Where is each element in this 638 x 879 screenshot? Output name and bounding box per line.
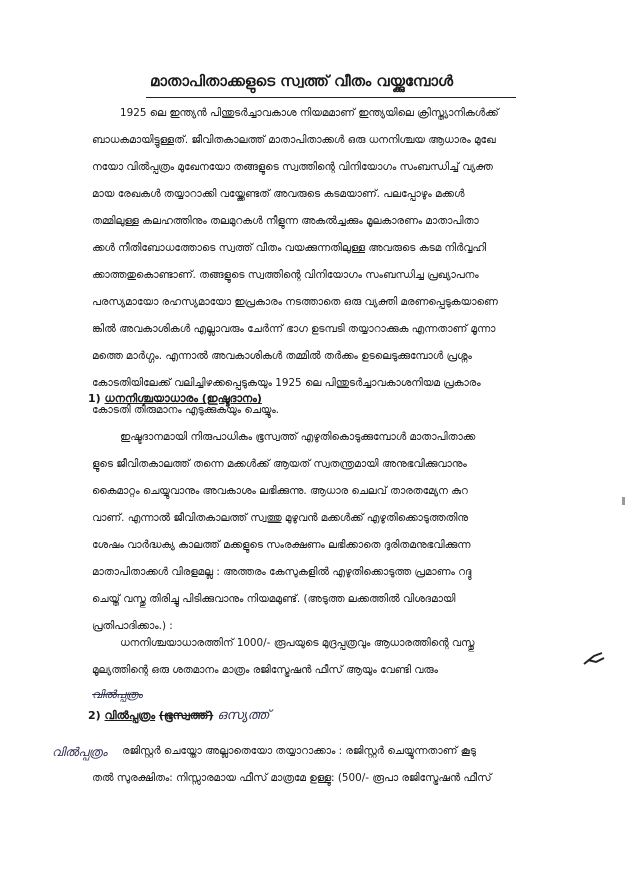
intro-line: 1925 ലെ ഇന്ത്യൻ പിന്തുടർച്ചാവകാശ നിയമമാണ് ഇന്ത്യയിലെ ക്രിസ്ത്യാനികൾക്ക് (120, 107, 499, 119)
section2-title: വിൽപ്പത്രം (104, 709, 156, 722)
section2-struck-text: (ഭൂസ്വത്ത്) (158, 709, 214, 722)
section1-line: ളുടെ ജീവിതകാലത്ത് തന്നെ മക്കൾക്ക് ആയത് സ്വതന്ത്രമായി അനുഭവിക്കുവാനും (92, 458, 467, 470)
section1-line: വാണ്. എന്നാൽ ജീവിതകാലത്ത് സ്വത്തു മുഴുവൻ മക്കൾക്ക് എഴുതിക്കൊടുത്തതിനു (92, 512, 469, 524)
intro-line: ക്കാത്തതുകൊണ്ടാണ്. തങ്ങളുടെ സ്വത്തിന്റെ വിനിയോഗം സംബന്ധിച്ച പ്രഖ്യാപനം (92, 269, 479, 281)
section1-fee-paragraph (92, 630, 592, 684)
intro-line: കോടതിയിലേക്ക് വലിച്ചിഴക്കപ്പെടുകയും 1925 ലെ പിന്തുടർച്ചാവകാശനിയമ പ്രകാരം (92, 377, 481, 389)
intro-line: കോടതി തീരുമാനം എടുക്കുകയും ചെയ്യും. (92, 404, 280, 416)
section1-number: 1) (88, 392, 101, 405)
section2-heading (88, 708, 270, 723)
handwritten-struck-word: വിൽപ്പത്രം (92, 688, 143, 701)
section2-line: രജിസ്റ്റർ ചെയ്തോ അല്ലാതെയോ തയ്യാറാക്കാം : രജിസ്റ്റർ ചെയ്യുന്നതാണ് കൂടു (122, 745, 476, 757)
section1-line: കൈമാറ്റം ചെയ്യുവാനും അവകാശം ലഭിക്കുന്നു. ആധാര ചെലവ് താരതമ്യേന കുറ (92, 485, 468, 497)
section1-paragraph (92, 424, 592, 640)
section1-line: ഇഷ്ടദാനമായി നിരുപാധികം ഭൂസ്വത്ത് എഴുതികൊടുക്കുമ്പോൾ മാതാപിതാക്ക (120, 431, 476, 443)
intro-line: തമ്മിലുള്ള കലഹത്തിനും തലമുറകൾ നീളുന്ന അകൽച്ചക്കും മൂലകാരണം മാതാപിതാ (92, 215, 479, 227)
section2-paragraph (92, 738, 592, 792)
section2-handwritten-word: ഒസ്യത്ത് (217, 708, 270, 723)
margin-dot (622, 497, 625, 505)
intro-paragraph (92, 100, 592, 424)
fee-line: ധനനിശ്ചയാധാരത്തിന് 1000/- രൂപയുടെ മുദ്രപ്പത്രവും ആധാരത്തിന്റെ വസ്തു (120, 637, 475, 649)
section1-line: മാതാപിതാക്കൾ വിരളമല്ല : അത്തരം കേസുകളിൽ എഴുതിക്കൊടുത്ത പ്രമാണം റദ്ദു (92, 566, 472, 578)
intro-line: ക്കൾ നീതിബോധത്തോടെ സ്വത്ത് വീതം വയക്കുന്നതിലുള്ള അവരുടെ കടമ നിർവ്വഹി (92, 242, 487, 254)
section1-heading (88, 392, 262, 406)
intro-line: നയോ വിൽപ്പത്രം മുഖേനയോ തങ്ങളുടെ സ്വത്തിന്റെ വിനിയോഗം സംബന്ധിച്ച് വ്യക്ത (92, 161, 493, 173)
intro-line: ബാധകമായിട്ടുള്ളത്. ജീവിതകാലത്ത് മാതാപിതാക്കൾ ഒരു ധനനിശ്ചയ ആധാരം മുഖേ (92, 134, 496, 146)
section1-title: ധനനിശ്ചയാധാരം (ഇഷ്ടദാനം) (104, 392, 262, 405)
pen-mark-icon (582, 650, 606, 670)
section2-line: തൽ സുരക്ഷിതം: നിസ്സാരമായ ഫീസ് മാത്രമേ ഉള്ളു: (500/- രൂപാ രജിസ്ട്രേഷൻ ഫീസ് (92, 772, 492, 784)
fee-line: മൂല്യത്തിന്റെ ഒരു ശതമാനം മാത്രം രജിസ്ട്രേഷൻ ഫീസ് ആയും വേണ്ടി വരും (92, 664, 438, 676)
intro-line: മായ രേഖകൾ തയ്യാറാക്കി വയ്ക്കേണ്ടത് അവരുടെ കടമയാണ്. പലപ്പോഴും മക്കൾ (92, 188, 465, 200)
document-title: മാതാപിതാക്കളുടെ സ്വത്ത് വീതം വയ്ക്കുമ്പോൾ (150, 72, 454, 90)
section1-line: പ്രതിപാദിക്കാം.) : (92, 620, 173, 632)
margin-note: വിൽപ്പത്രം (52, 745, 108, 759)
intro-line: മത്തെ മാർഗ്ഗം. എന്നാൽ അവകാശികൾ തമ്മിൽ തർക്കം ഉടലെടുക്കുമ്പോൾ പ്രശ്നം (92, 350, 472, 362)
section2-number: 2) (88, 709, 101, 722)
section1-line: ചെയ്ത് വസ്തു തിരിച്ചു പിടിക്കുവാനും നിയമമുണ്ട്. (അടുത്ത ലക്കത്തിൽ വിശദമായി (92, 593, 456, 605)
section1-line: ശേഷം വാർദ്ധക്യ കാലത്ത് മക്കളുടെ സംരക്ഷണം ലഭിക്കാതെ ദുരിതമനുഭവിക്കുന്ന (92, 539, 471, 551)
intro-line: പരസ്യമായോ രഹസ്യമായോ ഇപ്രകാരം നടത്താതെ ഒരു വ്യക്തി മരണപ്പെടുകയാണെ (92, 296, 498, 308)
title-underline (146, 97, 516, 98)
intro-line: ങ്കിൽ അവകാശികൾ എല്ലാവരും ചേർന്ന് ഭാഗ ഉടമ്പടി തയ്യാറാക്കുക എന്നതാണ് മൂന്നാ (92, 323, 496, 335)
